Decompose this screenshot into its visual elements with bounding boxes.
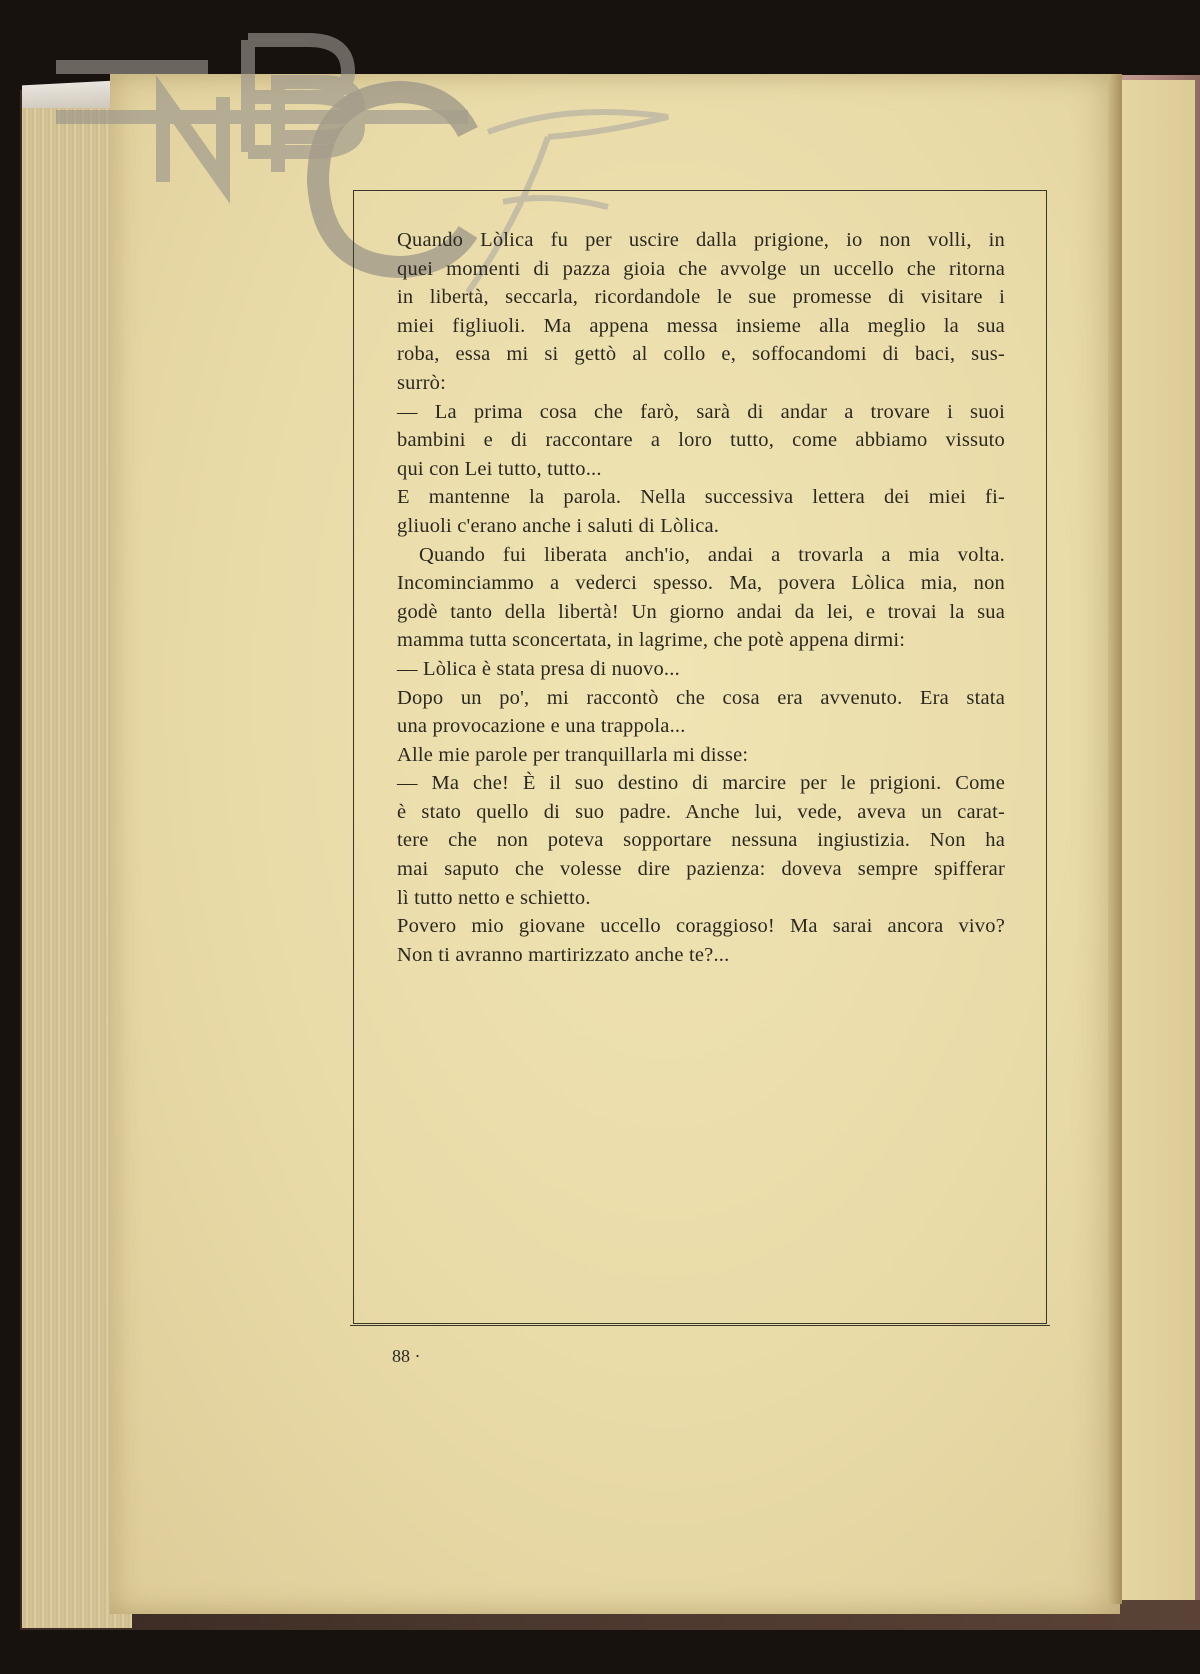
body-text: [397, 226, 1005, 969]
text-line: qui con Lei tutto, tutto...: [397, 457, 602, 480]
text-line: in libertà, seccarla, ricordandole le sue promesse di visitare i: [397, 286, 1005, 309]
text-line: Povero mio giovane uccello coraggioso! Ma sarai ancora vivo?: [397, 915, 1005, 938]
text-line: — Lòlica è stata presa di nuovo...: [397, 657, 680, 680]
page-gutter: [1108, 74, 1122, 1604]
text-line: gliuoli c'erano anche i saluti di Lòlica.: [397, 514, 720, 537]
text-line: Quando Lòlica fu per uscire dalla prigione, io non volli, in: [397, 229, 1005, 251]
text-line: — La prima cosa che farò, sarà di andar a trovare i suoi: [397, 400, 1005, 423]
text-line: quei momenti di pazza gioia che avvolge un uccello che ritorna: [397, 257, 1005, 280]
text-line: roba, essa mi si gettò al collo e, soffocandomi di baci, sus-: [397, 343, 1005, 366]
text-line: lì tutto netto e schietto.: [397, 886, 591, 909]
text-line: miei figliuoli. Ma appena messa insieme alla meglio la sua: [397, 314, 1005, 337]
text-line: — Ma che! È il suo destino di marcire per le prigioni. Come: [397, 772, 1005, 795]
text-line: Quando fui liberata anch'io, andai a trovarla a mia volta.: [419, 543, 1005, 566]
text-line: mamma tutta sconcertata, in lagrime, che potè appena dirmi:: [397, 629, 906, 652]
page-number: 88 ·: [392, 1346, 421, 1366]
facing-page-sliver: [1120, 80, 1195, 1600]
text-line: Non ti avranno martirizzato anche te?...: [397, 943, 730, 966]
text-line: Alle mie parole per tranquillarla mi disse:: [397, 743, 749, 766]
text-line: una provocazione e una trappola...: [397, 715, 686, 738]
text-line: è stato quello di suo padre. Anche lui, vede, aveva un carat-: [397, 800, 1005, 823]
text-line: tere che non poteva sopportare nessuna ingiustizia. Non ha: [397, 829, 1005, 852]
text-line: surrò:: [397, 371, 447, 394]
text-line: E mantenne la parola. Nella successiva lettera dei miei fi-: [397, 486, 1005, 509]
text-line: mai saputo che volesse dire pazienza: doveva sempre spifferar: [397, 858, 1005, 881]
text-line: bambini e di raccontare a loro tutto, come abbiamo vissuto: [397, 429, 1005, 452]
page-number-value: 88: [392, 1346, 410, 1366]
text-line: godè tanto della libertà! Un giorno andai da lei, e trovai la sua: [397, 600, 1005, 623]
text-line: Dopo un po', mi raccontò che cosa era avvenuto. Era stata: [397, 686, 1005, 709]
frame-bottom-rule: [350, 1325, 1050, 1326]
text-line: Incominciammo a vederci spesso. Ma, povera Lòlica mia, non: [397, 572, 1005, 595]
